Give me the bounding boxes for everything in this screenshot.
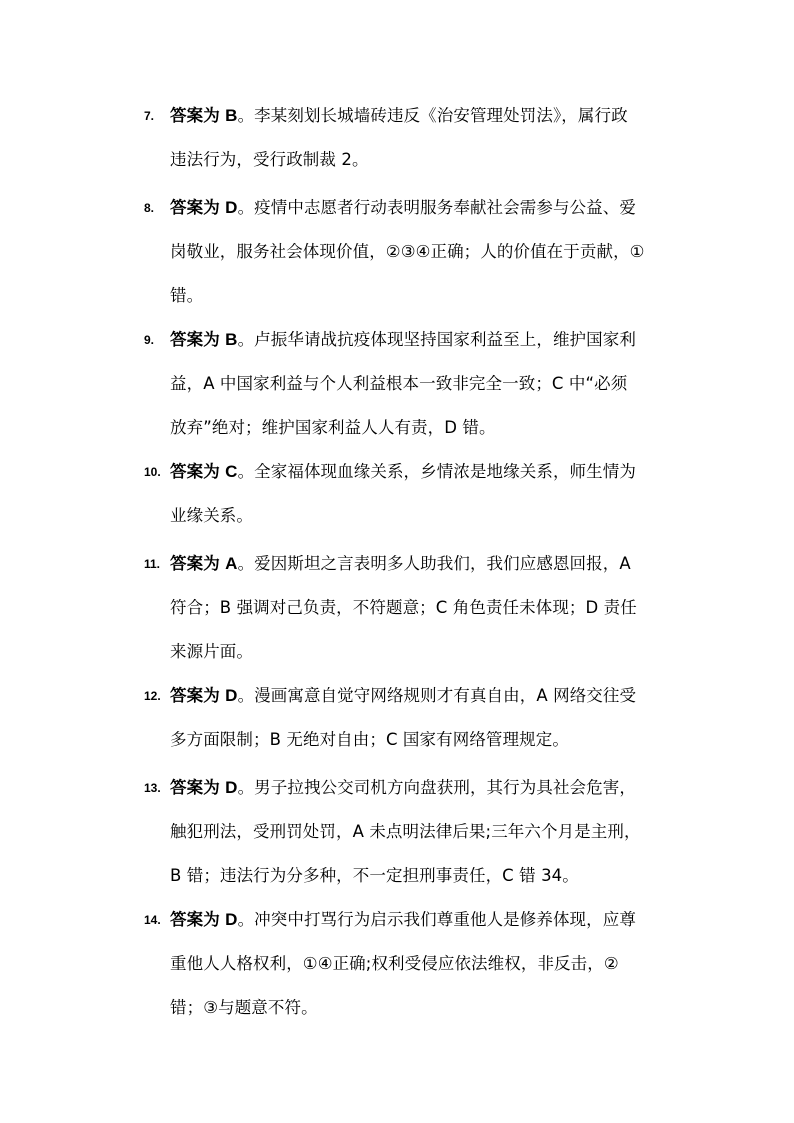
answer-letter: D [225, 198, 238, 217]
answer-line [170, 94, 684, 138]
item-number: 14. [144, 913, 161, 927]
item-number: 7. [144, 109, 155, 123]
explanation-line: 。全家福体现血缘关系，乡情浓是地缘关系，师生情为 [237, 462, 636, 481]
item-number: 10. [144, 465, 161, 479]
explanation-line: 。冲突中打骂行为启示我们尊重他人是修养体现，应尊 [237, 910, 636, 929]
explanation-line: 放弃”绝对；维护国家利益人人有责，D 错。 [170, 418, 496, 437]
answer-text [170, 186, 684, 318]
answer-text [170, 450, 684, 538]
answer-label: 答案为 [170, 910, 220, 929]
explanation-line: 错。 [170, 286, 204, 305]
item-number: 12. [144, 689, 161, 703]
answer-line [170, 898, 684, 942]
answer-text [170, 674, 684, 762]
explanation-line: 。男子拉拽公交司机方向盘获刑，其行为具社会危害， [237, 778, 636, 797]
answer-label: 答案为 [170, 106, 220, 125]
answer-letter: D [225, 778, 238, 797]
answer-item-8 [144, 186, 684, 318]
answer-item-9 [144, 318, 684, 450]
explanation-line: 多方面限制；B 无绝对自由；C 国家有网络管理规定。 [170, 730, 569, 749]
answer-label: 答案为 [170, 778, 220, 797]
answer-text [170, 318, 684, 450]
answer-item-10 [144, 450, 684, 538]
explanation-line: 。李某刻划长城墙砖违反《治安管理处罚法》，属行政 [237, 106, 628, 125]
explanation-line: 来源片面。 [170, 642, 253, 661]
explanation-line: 符合；B 强调对己负责，不符题意；C 角色责任未体现；D 责任 [170, 598, 637, 617]
explanation-line: 触犯刑法，受刑罚处罚，A 未点明法律后果;三年六个月是主刑， [170, 822, 641, 841]
answer-label: 答案为 [170, 330, 220, 349]
answer-line [170, 542, 684, 586]
answer-line [170, 186, 684, 230]
explanation-line: 益，A 中国家利益与个人利益根本一致非完全一致；C 中“必须 [170, 374, 628, 393]
explanation-line: 业缘关系。 [170, 506, 253, 525]
answer-line [170, 450, 684, 494]
explanation-line: 。疫情中志愿者行动表明服务奉献社会需参与公益、爱 [237, 198, 636, 217]
explanation-line: 错；③与题意不符。 [170, 998, 318, 1017]
item-number: 8. [144, 201, 155, 215]
answer-label: 答案为 [170, 198, 220, 217]
answer-label: 答案为 [170, 462, 220, 481]
answer-letter: C [225, 462, 238, 481]
explanation-line: 。漫画寓意自觉守网络规则才有真自由，A 网络交往受 [237, 686, 637, 705]
answer-line [170, 674, 684, 718]
answer-label: 答案为 [170, 554, 220, 573]
answer-item-13 [144, 766, 684, 898]
answer-label: 答案为 [170, 686, 220, 705]
answer-item-7 [144, 94, 684, 182]
answer-text [170, 898, 684, 1030]
item-number: 13. [144, 781, 161, 795]
answer-item-14 [144, 898, 684, 1030]
explanation-line: 违法行为，受行政制裁 2。 [170, 150, 369, 169]
answer-letter: D [225, 686, 238, 705]
answer-text [170, 542, 684, 674]
explanation-line: 岗敬业，服务社会体现价值，②③④正确；人的价值在于贡献，① [170, 242, 645, 261]
answer-line [170, 318, 684, 362]
answer-letter: B [225, 106, 238, 125]
explanation-line: B 错；违法行为分多种，不一定担刑事责任，C 错 34。 [170, 866, 579, 885]
explanation-line: 。爱因斯坦之言表明多人助我们，我们应感恩回报，A [237, 554, 631, 573]
answer-item-11 [144, 542, 684, 674]
item-number: 11. [144, 557, 161, 571]
answer-letter: D [225, 910, 238, 929]
answer-text [170, 766, 684, 898]
answer-line [170, 766, 684, 810]
answer-item-12 [144, 674, 684, 762]
answer-letter: A [225, 554, 238, 573]
answer-letter: B [225, 330, 238, 349]
item-number: 9. [144, 333, 155, 347]
answer-text [170, 94, 684, 182]
explanation-line: 。卢振华请战抗疫体现坚持国家利益至上，维护国家利 [237, 330, 636, 349]
explanation-line: 重他人人格权利，①④正确;权利受侵应依法维权，非反击，② [170, 954, 619, 973]
